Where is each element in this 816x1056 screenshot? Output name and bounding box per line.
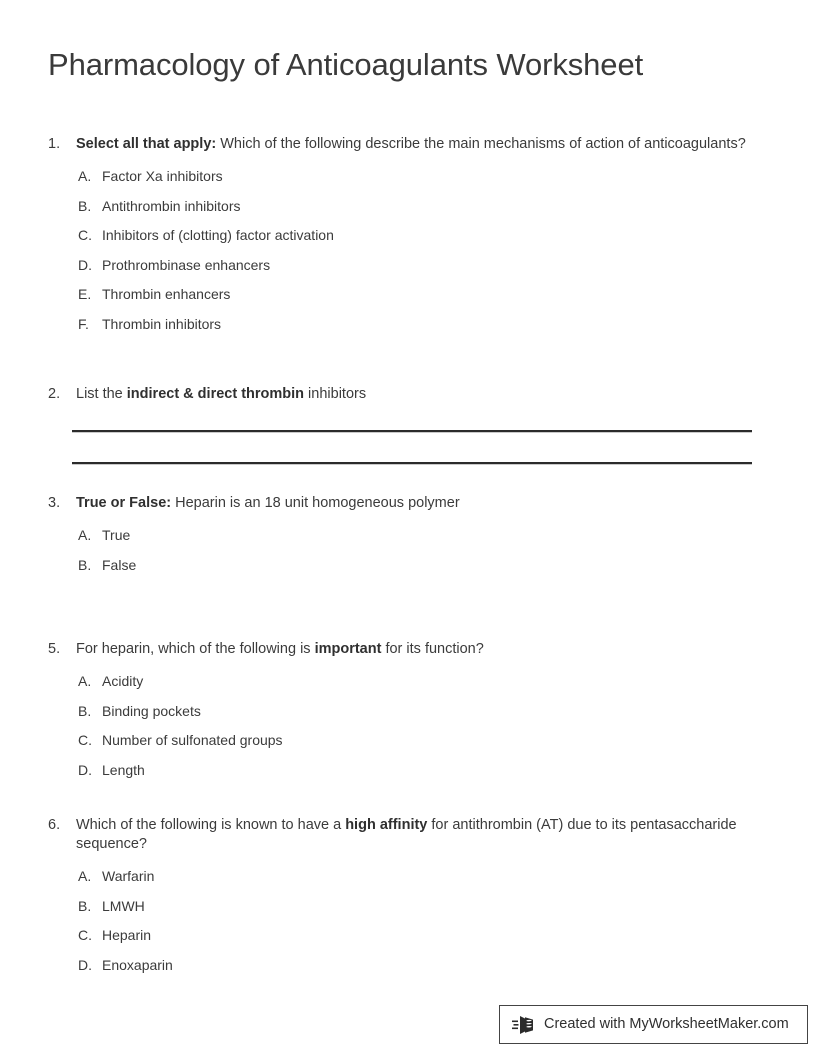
- option-label: Acidity: [102, 673, 144, 689]
- question-body-bold: high affinity: [345, 817, 428, 833]
- option-label: Length: [102, 761, 145, 778]
- question-body-pre: List the: [76, 386, 127, 402]
- question-body-post: for its function?: [381, 641, 484, 657]
- option-row[interactable]: [48, 167, 760, 197]
- option-letter: D.: [78, 761, 92, 778]
- option-label: Binding pockets: [102, 702, 201, 719]
- question-lead: Select all that apply:: [76, 136, 217, 152]
- question-prompt-row: [48, 494, 760, 513]
- question-body-pre: Which of the following is known to have a: [76, 817, 346, 833]
- answer-lines-group: [72, 430, 752, 494]
- option-row[interactable]: [48, 226, 760, 256]
- worksheet-maker-logo-icon: [512, 1013, 538, 1037]
- question-text: [76, 135, 760, 154]
- option-row[interactable]: [48, 956, 760, 986]
- question-block-3: [48, 494, 760, 585]
- option-letter: D.: [78, 256, 92, 273]
- option-label: Warfarin: [102, 868, 155, 884]
- option-label: Thrombin enhancers: [102, 286, 231, 302]
- option-label: Inhibitors of (clotting) factor activation: [102, 227, 334, 243]
- page-title: Pharmacology of Anticoagulants Worksheet: [48, 47, 644, 82]
- option-label: True: [102, 527, 131, 543]
- answer-line[interactable]: [72, 430, 752, 433]
- question-number: 3.: [48, 495, 61, 511]
- option-label: Factor Xa inhibitors: [102, 168, 223, 184]
- option-letter: A.: [78, 527, 92, 543]
- option-row[interactable]: [48, 926, 760, 956]
- option-row[interactable]: [48, 256, 760, 286]
- option-row[interactable]: [48, 897, 760, 927]
- option-label: Prothrombinase enhancers: [102, 256, 271, 273]
- option-letter: E.: [78, 286, 92, 302]
- option-letter: B.: [78, 702, 92, 719]
- option-row[interactable]: [48, 761, 760, 791]
- created-with-badge[interactable]: [499, 1005, 808, 1044]
- option-letter: A.: [78, 673, 92, 689]
- question-prompt-row: [48, 135, 760, 154]
- option-row[interactable]: [48, 285, 760, 315]
- option-row[interactable]: [48, 731, 760, 761]
- option-label: Enoxaparin: [102, 956, 173, 973]
- option-letter: B.: [78, 556, 92, 573]
- question-number: 1.: [48, 136, 61, 152]
- option-letter: F.: [78, 315, 89, 332]
- answer-line[interactable]: [72, 462, 752, 465]
- option-letter: C.: [78, 732, 92, 748]
- question-body: Which of the following describe the main mechanisms of action of anticoagulants?: [216, 136, 746, 152]
- option-row[interactable]: [48, 702, 760, 732]
- option-label: False: [102, 556, 137, 573]
- question-block-1: [48, 135, 760, 344]
- question-block-2: [48, 385, 760, 404]
- option-letter: A.: [78, 868, 92, 884]
- question-number: 5.: [48, 641, 61, 657]
- question-body-bold: important: [314, 641, 382, 657]
- question-text: [76, 816, 760, 854]
- question-block-5: [48, 640, 760, 790]
- badge-label: Created with MyWorksheetMaker.com: [544, 1016, 789, 1032]
- option-label: Number of sulfonated groups: [102, 732, 283, 748]
- option-letter: B.: [78, 897, 92, 914]
- option-row[interactable]: [48, 867, 760, 897]
- question-prompt-row: [48, 385, 760, 404]
- option-letter: B.: [78, 197, 92, 214]
- option-letter: A.: [78, 168, 92, 184]
- question-body-post: inhibitors: [304, 386, 367, 402]
- option-letter: C.: [78, 927, 92, 943]
- question-number: 6.: [48, 817, 61, 833]
- option-row[interactable]: [48, 197, 760, 227]
- question-body-pre: For heparin, which of the following is: [76, 641, 315, 657]
- option-label: Thrombin inhibitors: [102, 315, 222, 332]
- options-list: [48, 672, 760, 790]
- option-row[interactable]: [48, 672, 760, 702]
- question-block-6: [48, 816, 760, 985]
- question-text: [76, 385, 760, 404]
- option-letter: C.: [78, 227, 92, 243]
- options-list: [48, 867, 760, 985]
- options-list: [48, 167, 760, 344]
- question-prompt-row: [48, 816, 760, 854]
- option-label: LMWH: [102, 897, 145, 914]
- question-prompt-row: [48, 640, 760, 659]
- option-row[interactable]: [48, 556, 760, 586]
- question-text: [76, 640, 760, 659]
- option-label: Antithrombin inhibitors: [102, 197, 241, 214]
- option-label: Heparin: [102, 927, 152, 943]
- option-row[interactable]: [48, 526, 760, 556]
- question-body: Heparin is an 18 unit homogeneous polymer: [171, 495, 460, 511]
- question-number: 2.: [48, 386, 61, 402]
- question-body-post: for antithrombin (AT) due to its pentasaccharide sequence?: [76, 817, 737, 852]
- option-letter: D.: [78, 956, 92, 973]
- question-text: [76, 494, 760, 513]
- question-lead: True or False:: [76, 495, 172, 511]
- question-body-bold: indirect & direct thrombin: [126, 386, 305, 402]
- option-row[interactable]: [48, 315, 760, 345]
- options-list: [48, 526, 760, 585]
